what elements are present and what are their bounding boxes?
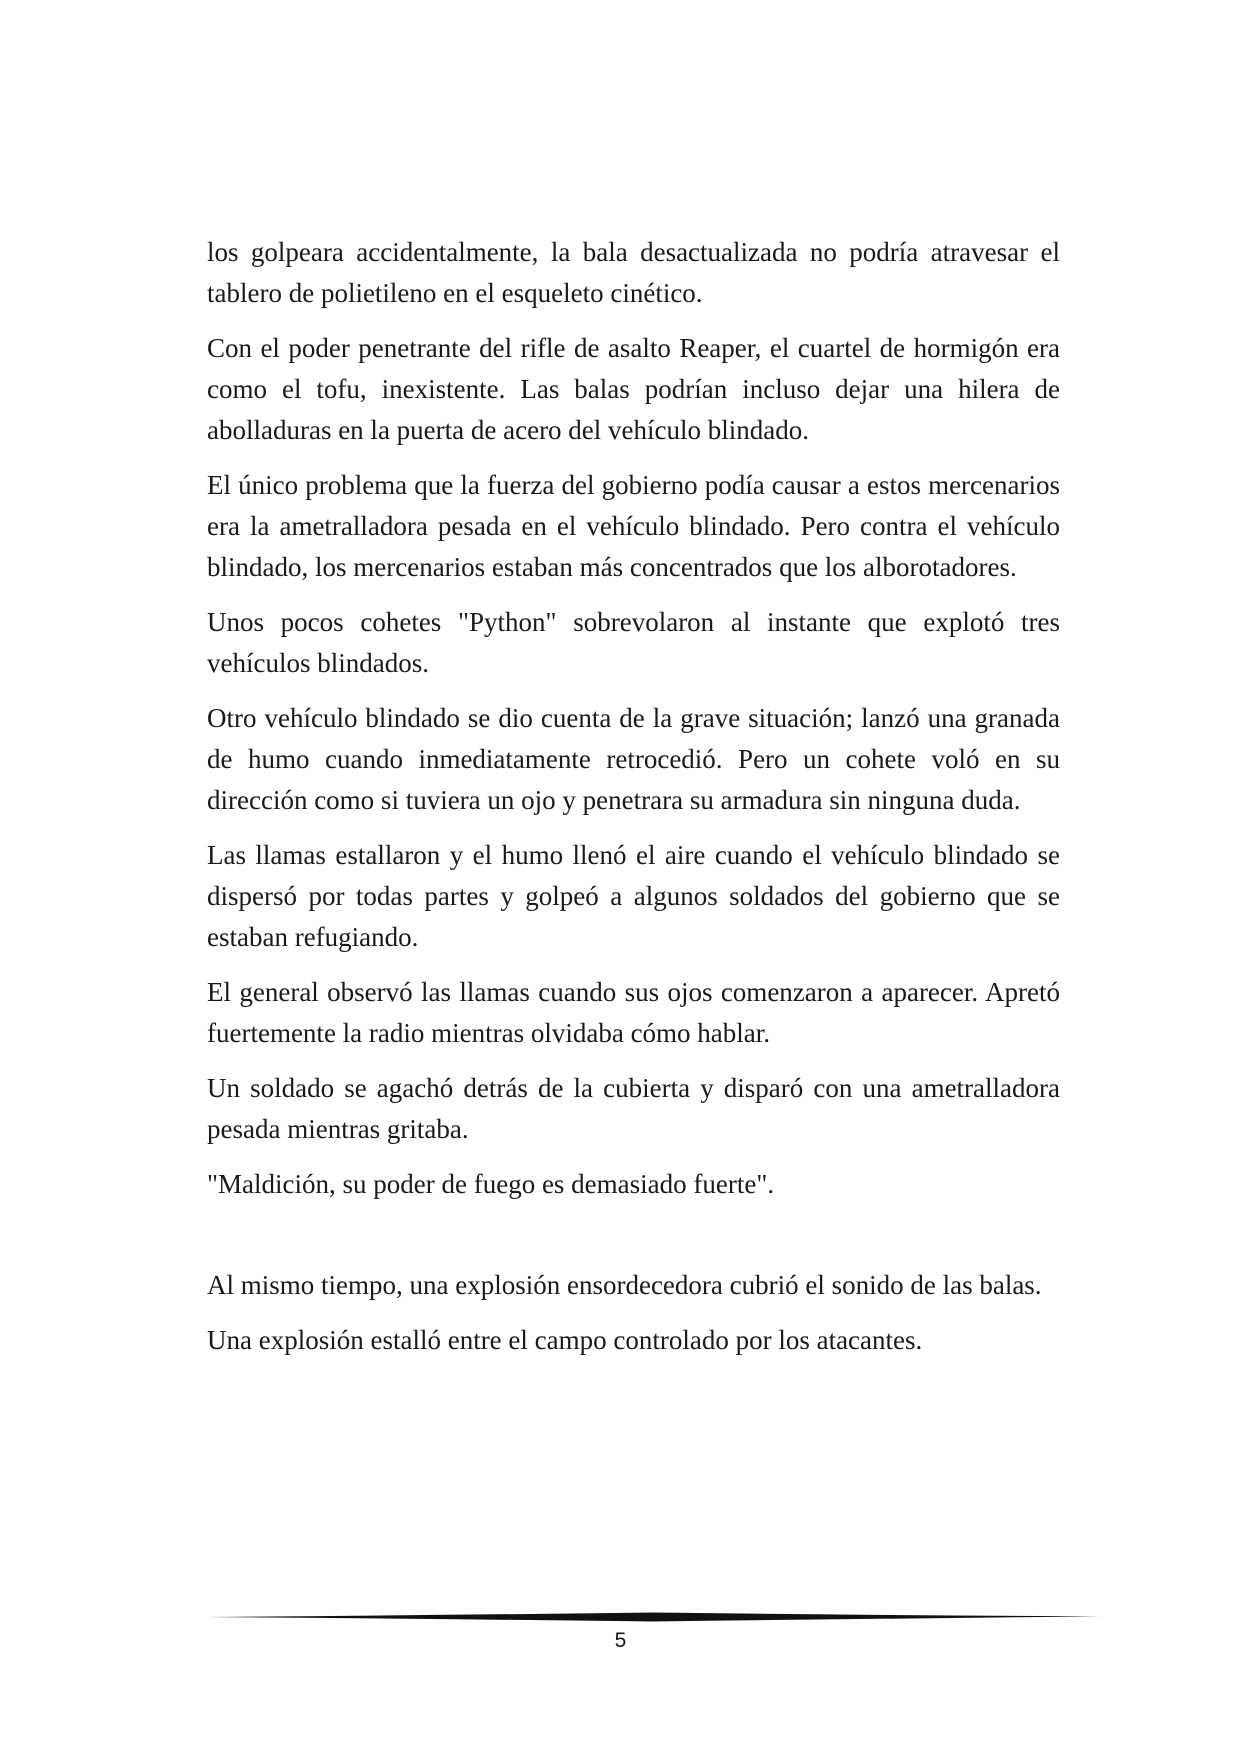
paragraph: El general observó las llamas cuando sus ojos comenzaron a aparecer. Apretó fuertemente la radio mientras olvidaba cómo hablar. xyxy=(207,977,1060,1048)
paragraph: Una explosión estalló entre el campo controlado por los atacantes. xyxy=(207,1325,923,1355)
paragraph: Otro vehículo blindado se dio cuenta de la grave situación; lanzó una granada de humo cuando inmediatamente retrocedió. Pero un cohete voló en su dirección como si tuviera un ojo y penetrara su armadura sin ninguna duda. xyxy=(207,703,1060,815)
paragraph: Unos pocos cohetes "Python" sobrevolaron al instante que explotó tres vehículos blindados. xyxy=(207,607,1060,678)
paragraph: Al mismo tiempo, una explosión ensordecedora cubrió el sonido de las balas. xyxy=(207,1270,1042,1300)
paragraph: Con el poder penetrante del rifle de asalto Reaper, el cuartel de hormigón era como el tofu, inexistente. Las balas podrían incluso dejar una hilera de abolladuras en la puerta de acero del vehículo blindado. xyxy=(207,333,1060,445)
paragraph: El único problema que la fuerza del gobierno podía causar a estos mercenarios era la ametralladora pesada en el vehículo blindado. Pero contra el vehículo blindado, los mercenarios estaban más concentrados que los alborotadores. xyxy=(207,470,1060,582)
page-body xyxy=(207,232,1060,1375)
paragraph: "Maldición, su poder de fuego es demasiado fuerte". xyxy=(207,1169,775,1199)
page-number: 5 xyxy=(614,1629,627,1652)
paragraph: Un soldado se agachó detrás de la cubierta y disparó con una ametralladora pesada mientras gritaba. xyxy=(207,1073,1060,1144)
paragraph: Las llamas estallaron y el humo llenó el aire cuando el vehículo blindado se dispersó por todas partes y golpeó a algunos soldados del gobierno que se estaban refugiando. xyxy=(207,840,1060,952)
paragraph: los golpeara accidentalmente, la bala desactualizada no podría atravesar el tablero de polietileno en el esqueleto cinético. xyxy=(207,237,1060,308)
footer-rule xyxy=(207,1610,1100,1624)
